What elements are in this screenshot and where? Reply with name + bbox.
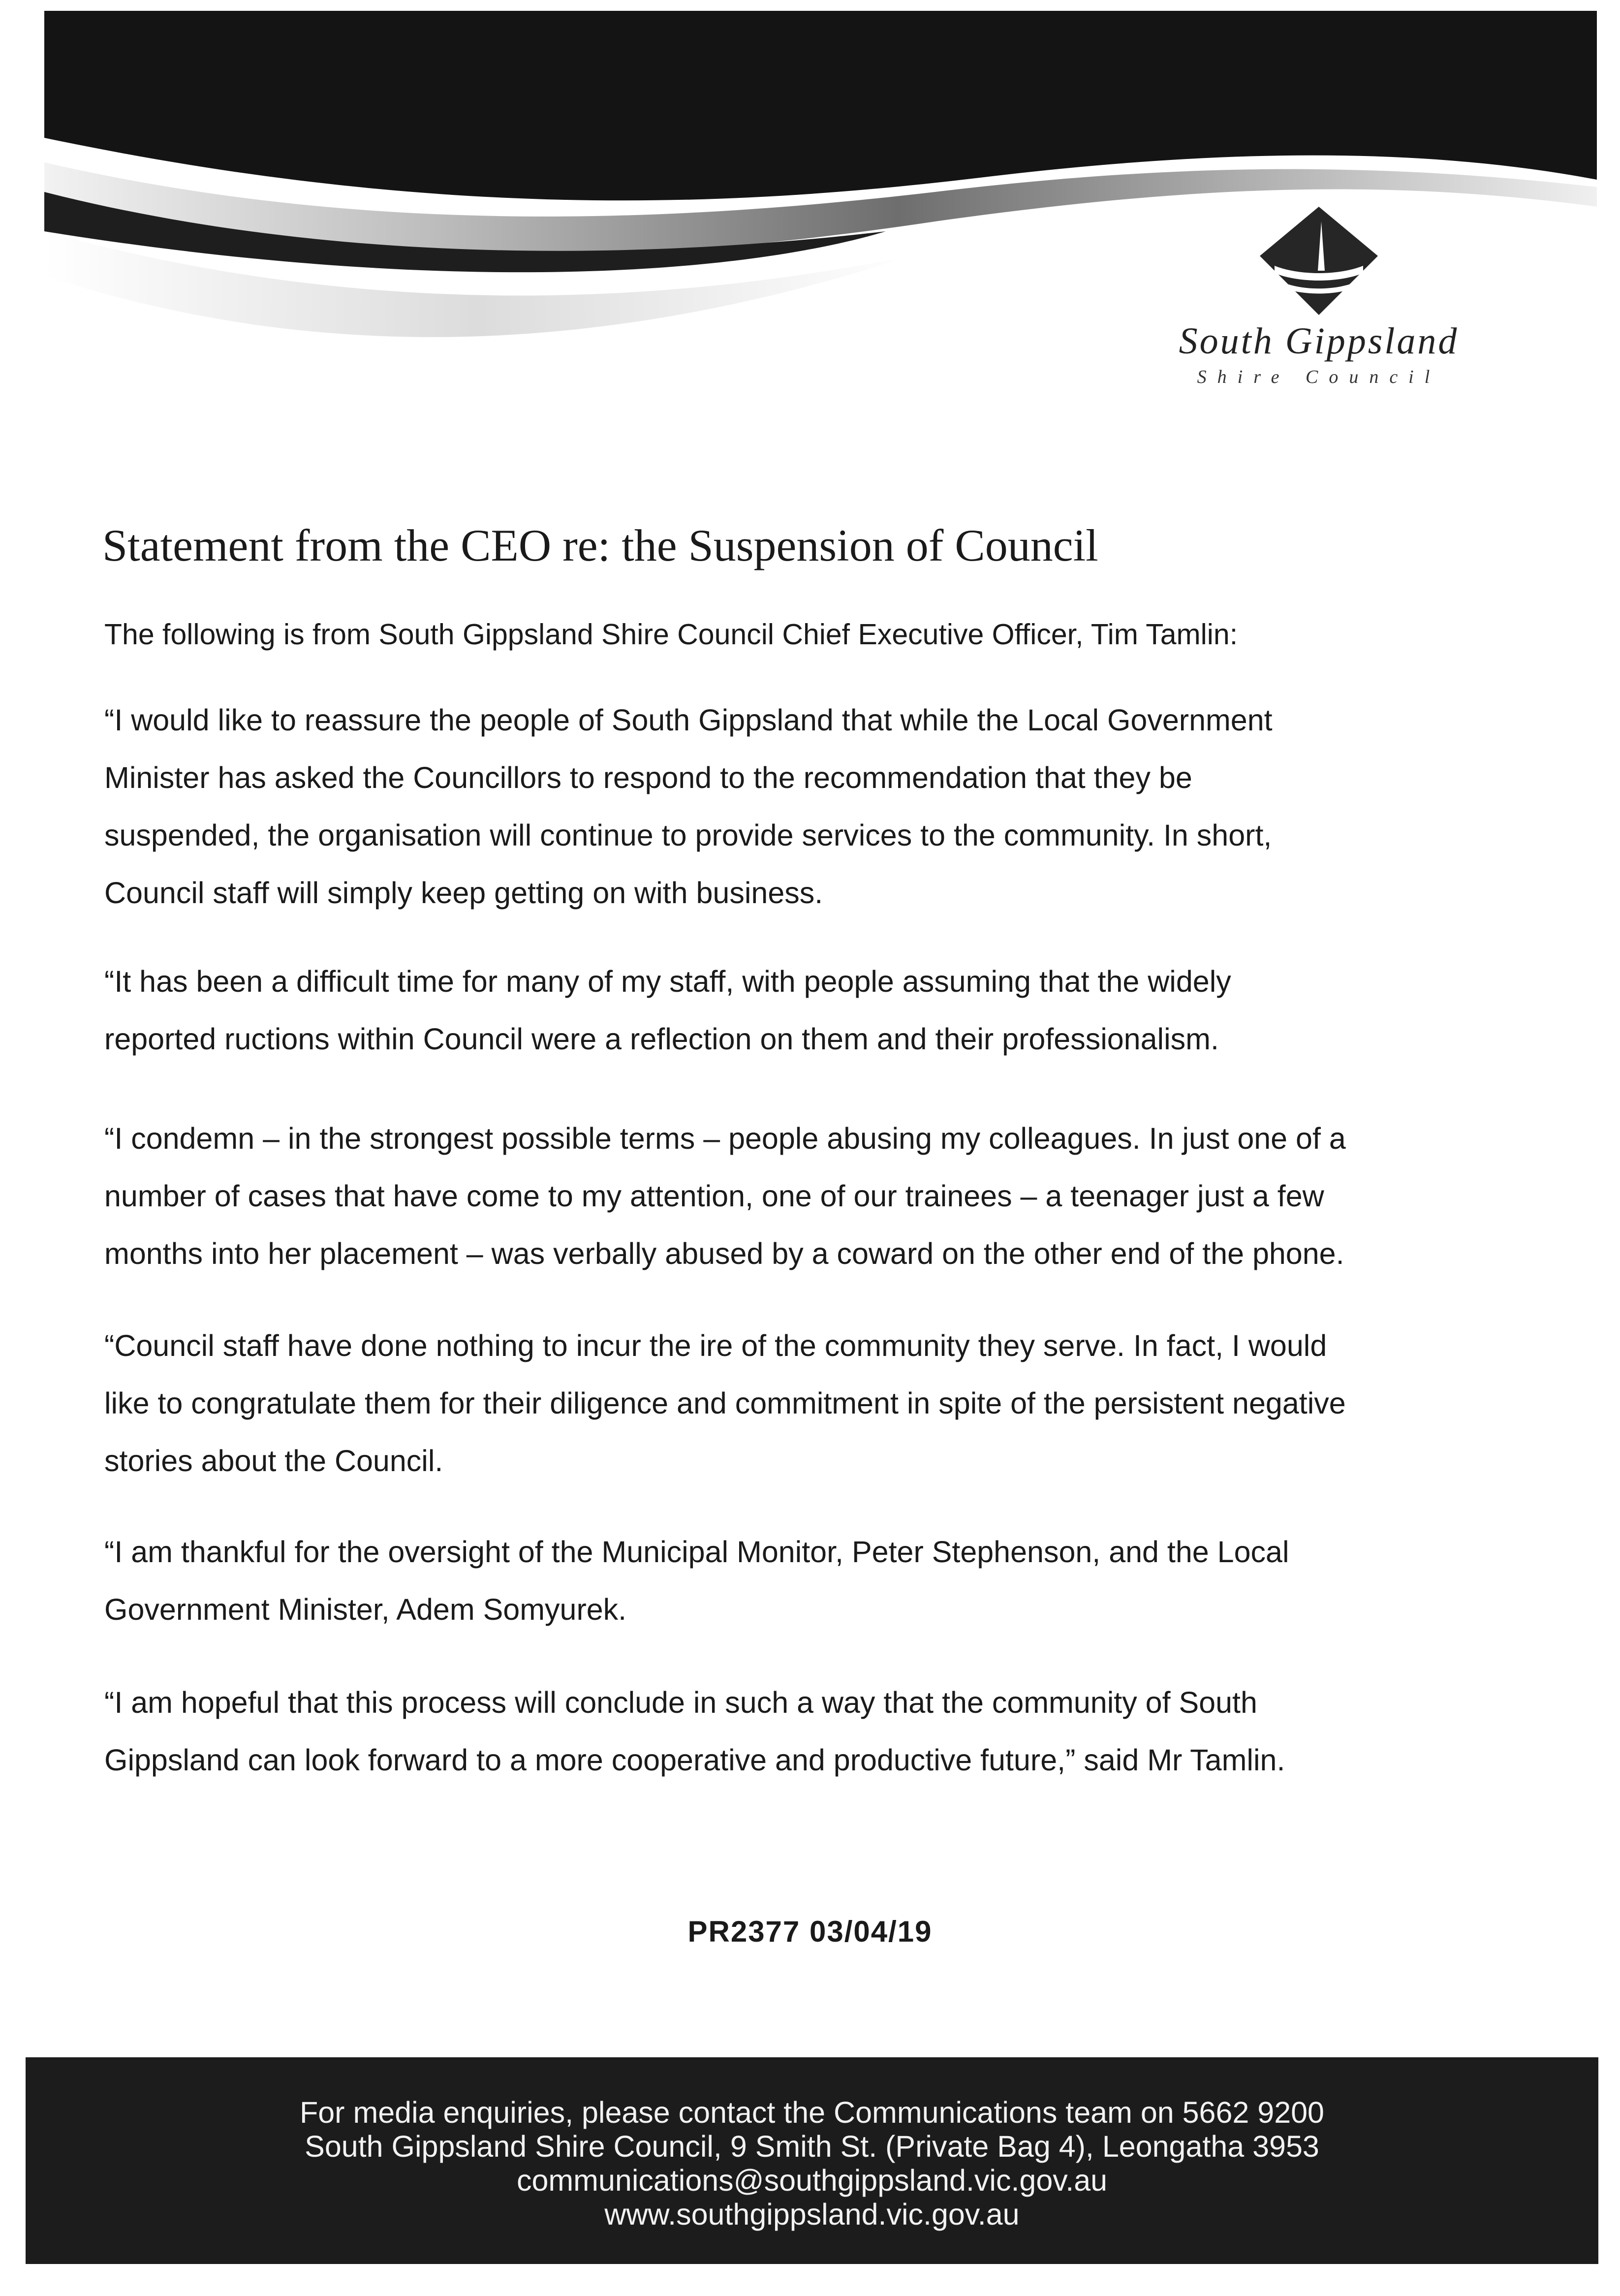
paragraph-line: “It has been a difficult time for many of my staff, with people assuming that the widely [104, 965, 1231, 998]
org-name: South Gippsland [1179, 320, 1459, 362]
paragraph-5 [104, 1523, 1512, 1638]
paragraph-4 [104, 1317, 1512, 1490]
paragraph-1 [104, 692, 1512, 922]
paragraph-line: Minister has asked the Councillors to respond to the recommendation that they be [104, 761, 1192, 794]
paragraph-6 [104, 1674, 1512, 1789]
footer-email-link[interactable]: communications@southgippsland.vic.gov.au [516, 2164, 1108, 2197]
paragraph-line: suspended, the organisation will continue to provide services to the community. In short, [104, 818, 1272, 852]
footer-enquiries: For media enquiries, please contact the Communications team on 5662 9200 [300, 2096, 1324, 2129]
paragraph-line: like to congratulate them for their diligence and commitment in spite of the persistent negative [104, 1386, 1346, 1420]
paragraph-line: “I would like to reassure the people of South Gippsland that while the Local Government [104, 703, 1273, 737]
paragraph-line: number of cases that have come to my attention, one of our trainees – a teenager just a few [104, 1179, 1324, 1213]
paragraph-line: “I condemn – in the strongest possible terms – people abusing my colleagues. In just one of a [104, 1122, 1346, 1155]
footer-website-link[interactable]: www.southgippsland.vic.gov.au [604, 2198, 1020, 2231]
org-subname: Shire Council [1197, 367, 1441, 387]
paragraph-line: stories about the Council. [104, 1444, 443, 1478]
paragraph-line: “I am thankful for the oversight of the Municipal Monitor, Peter Stephenson, and the Local [104, 1535, 1289, 1569]
paragraph-line: Gippsland can look forward to a more cooperative and productive future,” said Mr Tamlin. [104, 1743, 1285, 1777]
paragraph-line: Government Minister, Adem Somyurek. [104, 1593, 627, 1626]
paragraph-line: reported ructions within Council were a reflection on them and their professionalism. [104, 1022, 1219, 1056]
page-title: Statement from the CEO re: the Suspension of Council [102, 520, 1098, 570]
press-release-reference: PR2377 03/04/19 [687, 1915, 933, 1948]
intro-text: The following is from South Gippsland Shire Council Chief Executive Officer, Tim Tamlin: [104, 618, 1238, 651]
paragraph-line: “Council staff have done nothing to incur the ire of the community they serve. In fact, I would [104, 1329, 1327, 1362]
footer-contact-block [26, 2057, 1598, 2264]
paragraph-line: months into her placement – was verbally abused by a coward on the other end of the phone. [104, 1237, 1344, 1270]
footer-address: South Gippsland Shire Council, 9 Smith St. (Private Bag 4), Leongatha 3953 [305, 2130, 1319, 2163]
paragraph-2 [104, 953, 1512, 1068]
paragraph-line: Council staff will simply keep getting on with business. [104, 876, 823, 910]
paragraph-line: “I am hopeful that this process will conclude in such a way that the community of South [104, 1686, 1257, 1719]
paragraph-3 [104, 1110, 1512, 1283]
